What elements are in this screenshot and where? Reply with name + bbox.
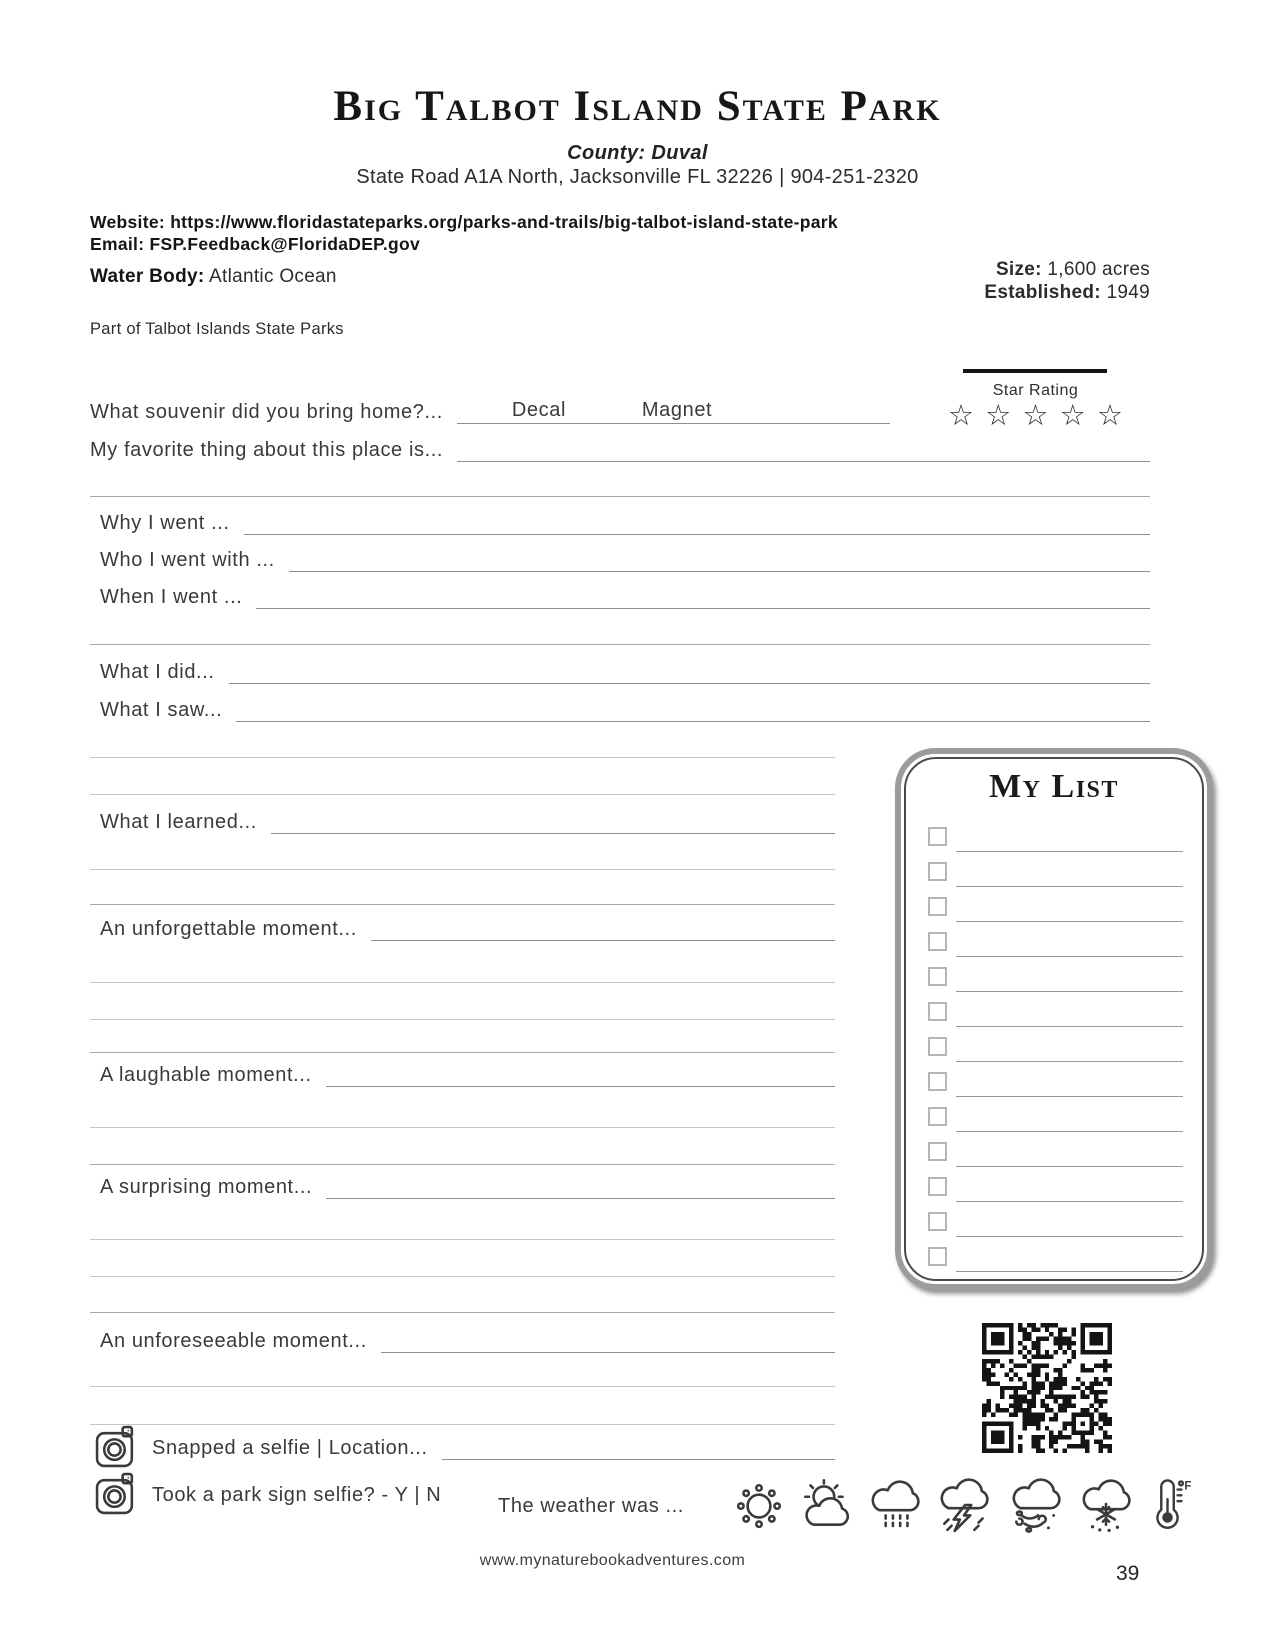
list-checkbox[interactable] xyxy=(928,932,947,951)
ruled-line[interactable] xyxy=(90,1276,835,1277)
laughable-write-line[interactable] xyxy=(326,1060,835,1087)
my-list-title: My List xyxy=(989,768,1119,805)
who-prompt: Who I went with ... xyxy=(100,549,275,571)
established-value: 1949 xyxy=(1106,282,1150,303)
unforeseeable-write-line[interactable] xyxy=(381,1326,835,1353)
my-list-row xyxy=(901,930,1207,957)
star-rating xyxy=(948,398,1123,432)
email-label: Email: xyxy=(90,234,145,254)
water-body-label: Water Body: xyxy=(90,266,205,287)
star-icon[interactable]: ☆ xyxy=(985,398,1012,432)
stormy-icon[interactable] xyxy=(932,1475,996,1533)
park-address: State Road A1A North, Jacksonville FL 32226 | 904-251-2320 xyxy=(356,166,919,188)
list-checkbox[interactable] xyxy=(928,967,947,986)
list-checkbox[interactable] xyxy=(928,897,947,916)
laughable-prompt: A laughable moment... xyxy=(100,1064,312,1086)
ruled-line[interactable] xyxy=(90,1019,835,1020)
list-write-line[interactable] xyxy=(956,1271,1183,1272)
star-icon[interactable]: ☆ xyxy=(1097,398,1123,432)
list-write-line[interactable] xyxy=(956,1131,1183,1132)
list-checkbox[interactable] xyxy=(928,827,947,846)
did-prompt: What I did... xyxy=(100,661,215,683)
saw-write-line[interactable] xyxy=(236,695,1150,722)
temperature-icon[interactable] xyxy=(1144,1475,1192,1533)
list-write-line[interactable] xyxy=(956,1201,1183,1202)
did-write-line[interactable] xyxy=(229,657,1150,684)
souvenir-option-decal[interactable]: Decal xyxy=(511,399,567,421)
selfie-row xyxy=(152,1433,835,1463)
list-checkbox[interactable] xyxy=(928,862,947,881)
ruled-line[interactable] xyxy=(90,904,835,905)
website-label: Website: xyxy=(90,212,166,232)
weather-prompt: The weather was ... xyxy=(498,1495,684,1517)
saw-row xyxy=(100,695,1150,725)
when-row xyxy=(100,582,1150,612)
surprising-row xyxy=(100,1172,835,1202)
star-icon[interactable]: ☆ xyxy=(1022,398,1049,432)
souvenir-prompt: What souvenir did you bring home?... xyxy=(90,401,443,423)
ruled-line[interactable] xyxy=(90,1164,835,1165)
souvenir-option-magnet[interactable]: Magnet xyxy=(641,399,713,421)
my-list-row xyxy=(901,895,1207,922)
list-checkbox[interactable] xyxy=(928,1002,947,1021)
unforgettable-row xyxy=(100,914,835,944)
when-prompt: When I went ... xyxy=(100,586,243,608)
email-value: FSP.Feedback@FloridaDEP.gov xyxy=(149,234,421,254)
email-line xyxy=(90,234,420,255)
selfie-write-line[interactable] xyxy=(442,1433,835,1460)
section-divider xyxy=(90,496,1150,497)
water-body-line xyxy=(90,266,337,288)
souvenir-row xyxy=(90,397,890,427)
my-list-row xyxy=(901,1000,1207,1027)
why-write-line[interactable] xyxy=(244,508,1150,535)
surprising-prompt: A surprising moment... xyxy=(100,1176,313,1198)
list-write-line[interactable] xyxy=(956,1061,1183,1062)
ruled-line[interactable] xyxy=(90,869,835,870)
learned-write-line[interactable] xyxy=(271,807,835,834)
ruled-line[interactable] xyxy=(90,1127,835,1128)
my-list-row xyxy=(901,965,1207,992)
ruled-line[interactable] xyxy=(90,1312,835,1313)
my-list-row xyxy=(901,1175,1207,1202)
ruled-line[interactable] xyxy=(90,1239,835,1240)
established-label: Established: xyxy=(984,282,1101,303)
my-list-row xyxy=(901,825,1207,852)
county-value: Duval xyxy=(651,142,708,164)
my-list-row xyxy=(901,1210,1207,1237)
rainy-icon[interactable] xyxy=(866,1475,924,1533)
favorite-write-line[interactable] xyxy=(457,435,1150,462)
ruled-line[interactable] xyxy=(90,982,835,983)
page-number: 39 xyxy=(1116,1562,1140,1585)
county-label: County: xyxy=(567,142,646,164)
list-checkbox[interactable] xyxy=(928,1037,947,1056)
my-list-row xyxy=(901,1035,1207,1062)
why-row xyxy=(100,508,1150,538)
favorite-prompt: My favorite thing about this place is... xyxy=(90,439,444,461)
size-value: 1,600 acres xyxy=(1047,259,1150,280)
list-write-line[interactable] xyxy=(956,921,1183,922)
favorite-row xyxy=(90,435,1150,465)
star-icon[interactable]: ☆ xyxy=(948,398,974,432)
weather-icon-row xyxy=(730,1474,1192,1534)
snowy-icon[interactable] xyxy=(1076,1475,1136,1533)
learned-row xyxy=(100,807,835,837)
my-list-row xyxy=(901,1070,1207,1097)
svg-text:F: F xyxy=(1184,1480,1192,1493)
why-prompt: Why I went ... xyxy=(100,512,230,534)
my-list-row xyxy=(901,1140,1207,1167)
ruled-line[interactable] xyxy=(90,794,835,795)
surprising-write-line[interactable] xyxy=(326,1172,835,1199)
camera-icon xyxy=(94,1424,139,1469)
list-write-line[interactable] xyxy=(956,851,1183,852)
list-write-line[interactable] xyxy=(956,1166,1183,1167)
list-write-line[interactable] xyxy=(956,956,1183,957)
unforeseeable-row xyxy=(100,1326,835,1356)
list-checkbox[interactable] xyxy=(928,1107,947,1126)
part-of-note: Part of Talbot Islands State Parks xyxy=(90,320,344,338)
unforgettable-prompt: An unforgettable moment... xyxy=(100,918,357,940)
my-list-row xyxy=(901,860,1207,887)
when-write-line[interactable] xyxy=(256,582,1150,609)
my-list-row xyxy=(901,1245,1207,1272)
ruled-line[interactable] xyxy=(90,1052,835,1053)
star-rating-divider xyxy=(963,369,1107,373)
sunny-icon[interactable] xyxy=(730,1475,788,1533)
county-line xyxy=(0,142,1275,165)
water-body-value: Atlantic Ocean xyxy=(209,266,337,287)
list-checkbox[interactable] xyxy=(928,1142,947,1161)
did-row xyxy=(100,657,1150,687)
learned-prompt: What I learned... xyxy=(100,811,257,833)
camera-icon xyxy=(94,1471,139,1516)
ruled-line[interactable] xyxy=(90,1386,835,1387)
list-checkbox[interactable] xyxy=(928,1177,947,1196)
ruled-line[interactable] xyxy=(90,1424,835,1425)
park-sign-selfie-prompt[interactable]: Took a park sign selfie? - Y | N xyxy=(152,1484,442,1506)
ruled-line[interactable] xyxy=(90,757,835,758)
laughable-row xyxy=(100,1060,835,1090)
unforgettable-write-line[interactable] xyxy=(371,914,835,941)
my-list-row xyxy=(901,1105,1207,1132)
list-write-line[interactable] xyxy=(956,1096,1183,1097)
established-line xyxy=(984,282,1150,304)
size-label: Size: xyxy=(995,259,1042,280)
page-title: Big Talbot Island State Park xyxy=(333,83,942,130)
list-write-line[interactable] xyxy=(956,1236,1183,1237)
partly-cloudy-icon[interactable] xyxy=(796,1475,858,1533)
section-divider xyxy=(90,644,1150,645)
footer-url: www.mynaturebookadventures.com xyxy=(479,1552,746,1569)
website-url: https://www.floridastateparks.org/parks-and-trails/big-talbot-island-state-park xyxy=(170,212,838,232)
star-rating-label: Star Rating xyxy=(992,382,1079,399)
list-write-line[interactable] xyxy=(956,991,1183,992)
selfie-prompt: Snapped a selfie | Location... xyxy=(152,1437,428,1459)
saw-prompt: What I saw... xyxy=(100,699,223,721)
list-checkbox[interactable] xyxy=(928,1072,947,1091)
star-icon[interactable]: ☆ xyxy=(1059,398,1086,432)
who-row xyxy=(100,545,1150,575)
list-checkbox[interactable] xyxy=(928,1212,947,1231)
my-list-box xyxy=(895,748,1213,1290)
souvenir-write-line[interactable] xyxy=(457,397,890,424)
windy-sleet-icon[interactable] xyxy=(1004,1475,1068,1533)
list-checkbox[interactable] xyxy=(928,1247,947,1266)
who-write-line[interactable] xyxy=(289,545,1150,572)
unforeseeable-prompt: An unforeseeable moment... xyxy=(100,1330,367,1352)
list-write-line[interactable] xyxy=(956,1026,1183,1027)
website-line xyxy=(90,212,838,233)
qr-code xyxy=(982,1323,1112,1453)
size-line xyxy=(996,259,1150,281)
list-write-line[interactable] xyxy=(956,886,1183,887)
